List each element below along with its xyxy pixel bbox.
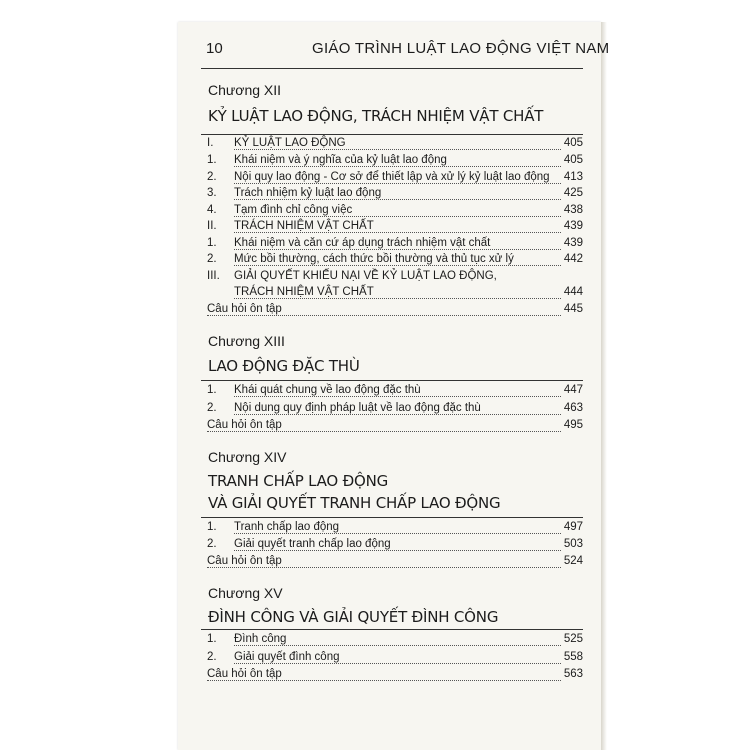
chapter-rule <box>201 134 583 135</box>
page-number: 10 <box>206 40 223 57</box>
entry-number: 4. <box>207 204 217 216</box>
entry-text: Khái niệm và căn cứ áp dụng trách nhiệm vật chất <box>234 237 491 249</box>
leader-dots <box>234 183 561 184</box>
toc-entry[interactable] <box>201 633 583 649</box>
entry-number: II. <box>207 220 217 232</box>
entry-page: 497 <box>563 521 583 533</box>
chapter-title: ĐÌNH CÔNG VÀ GIẢI QUYẾT ĐÌNH CÔNG <box>208 608 499 626</box>
entry-number: 2. <box>207 538 217 550</box>
leader-dots <box>234 199 561 200</box>
entry-text: Mức bồi thường, cách thức bồi thường và thủ tục xử lý <box>234 253 514 265</box>
toc-entry-review[interactable] <box>201 419 583 435</box>
entry-number: 1. <box>207 237 217 249</box>
entry-page: 447 <box>563 384 583 396</box>
entry-text: Câu hỏi ôn tập <box>207 303 282 315</box>
entry-page: 413 <box>563 171 583 183</box>
chapter-rule <box>201 517 583 518</box>
chapter-title: TRANH CHẤP LAO ĐỘNG <box>208 472 389 490</box>
leader-dots <box>234 663 561 664</box>
entry-number: 1. <box>207 384 217 396</box>
entry-text: Câu hỏi ôn tập <box>207 419 282 431</box>
toc-entry-review[interactable] <box>201 555 583 571</box>
toc-entry[interactable] <box>201 521 583 537</box>
leader-dots <box>207 680 561 681</box>
leader-dots <box>234 645 561 646</box>
leader-dots <box>207 567 561 568</box>
entry-text: TRÁCH NHIỆM VẬT CHẤT <box>234 220 374 232</box>
entry-number: 2. <box>207 651 217 663</box>
leader-dots <box>234 533 561 534</box>
entry-number: 2. <box>207 171 217 183</box>
leader-dots <box>234 232 561 233</box>
toc-entry[interactable] <box>201 651 583 667</box>
leader-dots <box>234 249 561 250</box>
leader-dots <box>234 396 561 397</box>
entry-text: Giải quyết đình công <box>234 651 340 663</box>
entry-page: 563 <box>563 668 583 680</box>
toc-entry-review[interactable] <box>201 668 583 684</box>
toc-entry[interactable] <box>201 171 583 187</box>
toc-entry[interactable] <box>201 204 583 220</box>
entry-number: III. <box>207 270 220 282</box>
entry-page: 425 <box>563 187 583 199</box>
entry-text: Tạm đình chỉ công việc <box>234 204 353 216</box>
chapter-title: KỶ LUẬT LAO ĐỘNG, TRÁCH NHIỆM VẬT CHẤT <box>208 107 544 125</box>
toc-entry[interactable] <box>201 237 583 253</box>
entry-page: 524 <box>563 555 583 567</box>
entry-text: Khái quát chung về lao động đặc thù <box>234 384 421 396</box>
toc-entry-review[interactable] <box>201 303 583 319</box>
entry-number: 2. <box>207 253 217 265</box>
chapter-rule <box>201 380 583 381</box>
entry-text: TRÁCH NHIỆM VẬT CHẤT <box>234 286 374 298</box>
leader-dots <box>234 298 561 299</box>
chapter-title: LAO ĐỘNG ĐẶC THÙ <box>208 357 360 375</box>
entry-number: 1. <box>207 633 217 645</box>
entry-page: 405 <box>563 137 583 149</box>
toc-entry[interactable] <box>201 538 583 554</box>
entry-text: KỶ LUẬT LAO ĐỘNG <box>234 137 346 149</box>
entry-page: 525 <box>563 633 583 645</box>
entry-text: Tranh chấp lao động <box>234 521 340 533</box>
entry-page: 503 <box>563 538 583 550</box>
entry-text: Trách nhiệm kỷ luật lao động <box>234 187 382 199</box>
entry-number: 3. <box>207 187 217 199</box>
entry-text: Câu hỏi ôn tập <box>207 668 282 680</box>
toc-entry[interactable] <box>201 137 583 153</box>
entry-page: 405 <box>563 154 583 166</box>
entry-text: GIẢI QUYẾT KHIẾU NẠI VỀ KỶ LUẬT LAO ĐỘNG, <box>234 270 497 282</box>
entry-text: Giải quyết tranh chấp lao động <box>234 538 391 550</box>
entry-text: Nội dung quy định pháp luật về lao động đặc thù <box>234 402 481 414</box>
entry-number: 1. <box>207 521 217 533</box>
leader-dots <box>234 550 561 551</box>
page-edge <box>601 22 607 750</box>
entry-page: 442 <box>563 253 583 265</box>
entry-page: 439 <box>563 220 583 232</box>
entry-page: 444 <box>563 286 583 298</box>
entry-text: Đình công <box>234 633 287 645</box>
entry-page: 558 <box>563 651 583 663</box>
entry-number: 2. <box>207 402 217 414</box>
toc-entry[interactable] <box>201 154 583 170</box>
entry-number: 1. <box>207 154 217 166</box>
toc-entry[interactable] <box>201 220 583 236</box>
leader-dots <box>207 431 561 432</box>
toc-entry[interactable] <box>201 384 583 400</box>
toc-entry[interactable] <box>201 402 583 418</box>
leader-dots <box>234 216 561 217</box>
entry-page: 438 <box>563 204 583 216</box>
leader-dots <box>207 315 561 316</box>
book-title: GIÁO TRÌNH LUẬT LAO ĐỘNG VIỆT NAM <box>312 40 610 57</box>
chapter-title: VÀ GIẢI QUYẾT TRANH CHẤP LAO ĐỘNG <box>208 494 501 512</box>
entry-number: I. <box>207 137 214 149</box>
chapter-rule <box>201 629 583 630</box>
entry-text: Câu hỏi ôn tập <box>207 555 282 567</box>
entry-page: 439 <box>563 237 583 249</box>
leader-dots <box>234 265 561 266</box>
leader-dots <box>234 149 561 150</box>
chapter-label: Chương XII <box>208 82 282 98</box>
toc-entry[interactable] <box>201 187 583 203</box>
entry-page: 463 <box>563 402 583 414</box>
toc-entry[interactable] <box>201 270 583 286</box>
chapter-label: Chương XIII <box>208 333 285 349</box>
entry-page: 495 <box>563 419 583 431</box>
toc-entry[interactable] <box>201 286 583 302</box>
entry-text: Nội quy lao động - Cơ sở để thiết lập và xử lý kỷ luật lao động <box>234 171 550 183</box>
entry-text: Khái niệm và ý nghĩa của kỷ luật lao động <box>234 154 447 166</box>
header-rule <box>201 68 583 69</box>
toc-entry[interactable] <box>201 253 583 269</box>
leader-dots <box>234 166 561 167</box>
entry-page: 445 <box>563 303 583 315</box>
chapter-label: Chương XIV <box>208 449 287 465</box>
chapter-label: Chương XV <box>208 585 283 601</box>
leader-dots <box>234 414 561 415</box>
